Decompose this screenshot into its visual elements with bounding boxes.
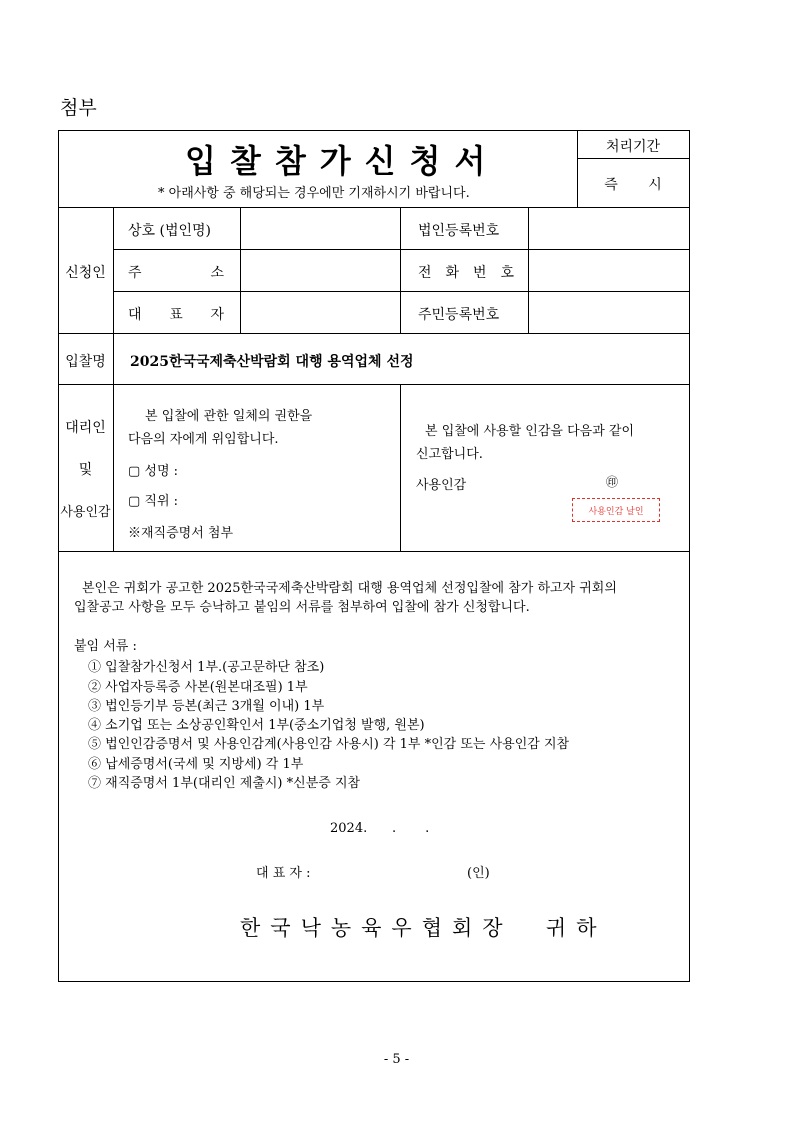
company-name-label: 상호 (법인명) [128,223,211,239]
frame-top [58,130,690,131]
applicant-label-divider [113,207,114,334]
agent-label-1: 대리인 [65,420,106,436]
seal-declaration-line-1: 본 입찰에 사용할 인감을 다음과 같이 [425,424,635,439]
agent-bottom [58,551,690,552]
delegation-line-2: 다음의 자에게 위임합니다. [128,432,279,447]
attachment-item: ② 사업자등록증 사본(원본대조필) 1부 [88,680,308,695]
processing-period-value: 즉 시 [604,177,662,193]
frame-bottom [58,981,690,982]
phone-label: 전 화 번 호 [418,265,514,281]
form-title: 입찰참가신청서 [185,142,500,180]
agent-attachment-note: ※재직증명서 첨부 [128,526,234,541]
agent-name-field[interactable]: ▢ 성명 : [128,464,179,479]
applicant-top [58,207,690,208]
applicant-col1 [240,207,241,334]
agent-label-divider [113,384,114,551]
frame-right [689,130,690,982]
applicant-row1 [113,249,690,250]
page-number: - 5 - [383,1052,410,1067]
seal-label: 사용인감 [416,478,467,493]
applicant-row2 [113,291,690,292]
seal-stamp-box[interactable]: 사용인감 날인 [572,498,660,522]
address-label: 주 소 [128,265,224,281]
seal-mark: ㊞ [606,475,619,489]
representative-label: 대 표 자 [128,307,224,323]
attachment-item: ⑥ 납세증명서(국세 및 지방세) 각 1부 [88,757,304,772]
period-divider [577,158,689,159]
bid-label: 입찰명 [65,354,106,370]
agent-position-field[interactable]: ▢ 직위 : [128,494,179,509]
bid-name: 2025한국국제축산박람회 대행 용역업체 선정 [130,354,414,370]
attachments-heading: 붙임 서류 : [74,639,137,654]
agent-col-divider [400,384,401,551]
attachment-item: ⑤ 법인인감증명서 및 사용인감계(사용인감 사용시) 각 1부 *인감 또는 사용인감 지참 [88,737,570,752]
bid-divider [113,333,114,384]
submission-date[interactable]: 2024. . . [330,821,430,836]
attachment-item: ⑦ 재직증명서 1부(대리인 제출시) *신분증 지참 [88,776,361,791]
bid-bottom [58,384,690,385]
frame-left [58,130,59,982]
corp-reg-number-label: 법인등록번호 [418,223,500,239]
representative-sign-label: 대 표 자 : [256,866,311,881]
resident-reg-number-label: 주민등록번호 [418,307,500,323]
applicant-col3 [528,207,529,334]
agent-label-3: 사용인감 [60,505,111,520]
agent-label-2: 및 [78,462,93,478]
delegation-line-1: 본 입찰에 관한 일체의 권한을 [145,409,313,424]
form-notice: * 아래사항 중 해당되는 경우에만 기재하시기 바랍니다. [158,186,470,201]
processing-period-label: 처리기간 [605,139,661,155]
attachment-item: ① 입찰참가신청서 1부.(공고문하단 참조) [88,660,325,675]
declaration-line-2: 입찰공고 사항을 모두 승낙하고 붙임의 서류를 첨부하여 입찰에 참가 신청합니다. [74,600,530,615]
attachment-item: ③ 법인등기부 등본(최근 3개월 이내) 1부 [88,699,325,714]
applicant-col2 [400,207,401,334]
addressee: 한국낙농육우협회장 귀하 [240,916,607,940]
declaration-line-1: 본인은 귀회가 공고한 2025한국국제축산박람회 대행 용역업체 선정입찰에 참가 하고자 귀회의 [82,581,617,596]
representative-seal: (인) [467,866,490,881]
applicant-section-label: 신청인 [65,265,106,281]
applicant-bottom [58,333,690,334]
seal-declaration-line-2: 신고합니다. [416,447,483,462]
attachment-heading: 첨부 [60,97,97,119]
attachment-item: ④ 소기업 또는 소상공인확인서 1부(중소기업청 발행, 원본) [88,718,425,733]
